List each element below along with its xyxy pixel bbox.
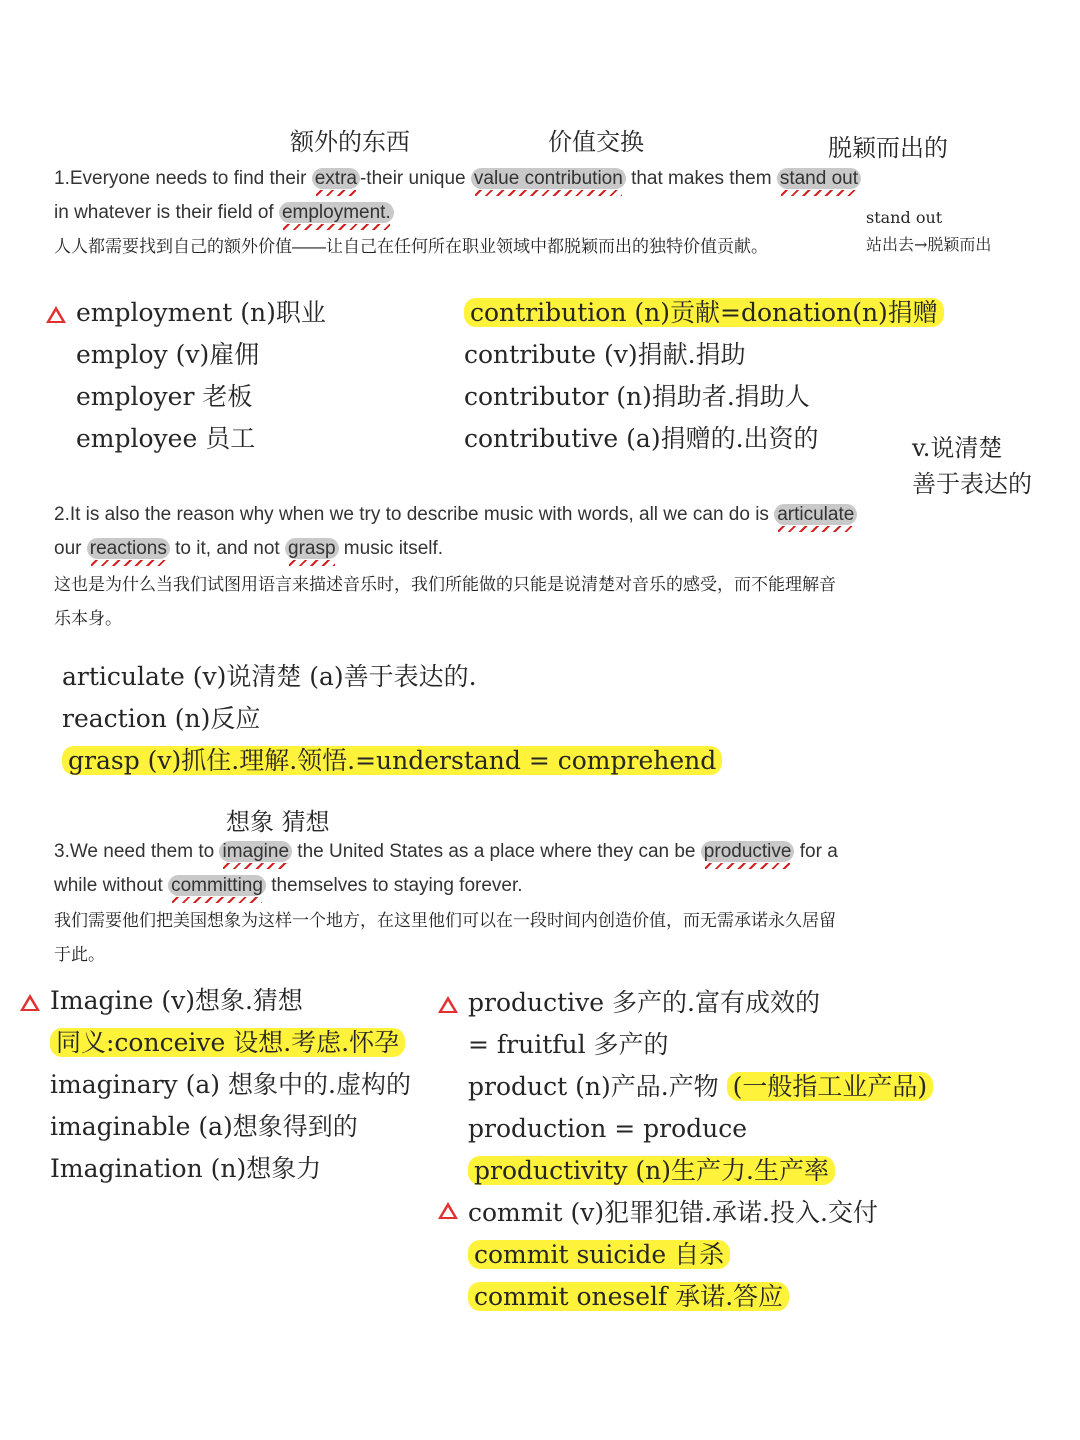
vocab-list-articulate (62, 656, 722, 782)
sentence-text: our (54, 538, 87, 559)
vocab-item: employer 老板 (76, 382, 253, 411)
vocab-item-highlighted: productivity (n)生产力.生产率 (468, 1156, 835, 1185)
sentence-3-line-1 (54, 835, 838, 869)
translation-3-line-2: 于此。 (54, 945, 105, 964)
vocab-item-highlighted: commit oneself 承诺.答应 (468, 1282, 789, 1311)
sentence-text: in whatever is their field of (54, 202, 279, 223)
sentence-text: 1.Everyone needs to find their (54, 168, 312, 189)
triangle-mark-icon (46, 306, 66, 328)
sentence-text: that makes them (625, 168, 777, 189)
sentence-1-line-2 (54, 196, 394, 230)
vocab-item: product (n)产品.产物 (468, 1072, 727, 1101)
vocab-item: productive 多产的.富有成效的 (468, 988, 820, 1017)
vocab-item-highlighted: contribution (n)贡献=donation(n)捐赠 (464, 298, 944, 327)
sentence-text: 2.It is also the reason why when we try to describe music with words, all we can do is (54, 504, 775, 525)
sentence-text: the United States as a place where they can be (292, 841, 701, 862)
sentence-text: themselves to staying forever. (265, 875, 523, 896)
gloss-value-contribution: 价值交换 (548, 128, 644, 156)
vocab-list-imagine (50, 980, 411, 1190)
marked-word-value-contribution: value contribution (471, 168, 626, 189)
vocab-item-highlighted: 同义:conceive 设想.考虑.怀孕 (50, 1028, 405, 1057)
vocab-item: employ (v)雇佣 (76, 340, 260, 369)
vocab-list-contribution (464, 292, 944, 460)
vocab-list-employment (76, 292, 326, 460)
note-articulate-adj: 善于表达的 (912, 470, 1032, 498)
sentence-text: 3.We need them to (54, 841, 220, 862)
marked-word-employment: employment. (279, 202, 394, 223)
gloss-extra: 额外的东西 (290, 128, 410, 156)
triangle-mark-icon (20, 994, 40, 1016)
sentence-1-line-1 (54, 162, 861, 196)
note-stand-out-meaning: 站出去→脱颖而出 (866, 235, 992, 254)
marked-word-imagine: imagine (219, 841, 292, 862)
sentence-text: for a (794, 841, 838, 862)
vocab-item: contributor (n)捐助者.捐助人 (464, 382, 810, 411)
vocab-item: = fruitful 多产的 (468, 1030, 669, 1059)
marked-word-extra: extra (312, 168, 360, 189)
marked-word-articulate: articulate (774, 504, 857, 525)
vocab-item: Imagine (v)想象.猜想 (50, 986, 303, 1015)
marked-word-productive: productive (701, 841, 795, 862)
sentence-2-line-2 (54, 532, 443, 566)
marked-word-reactions: reactions (87, 538, 170, 559)
vocab-item: reaction (n)反应 (62, 704, 261, 733)
vocab-item-highlighted: commit suicide 自杀 (468, 1240, 730, 1269)
translation-1: 人人都需要找到自己的额外价值——让自己在任何所在职业领域中都脱颖而出的独特价值贡献。 (54, 237, 768, 256)
vocab-item: production = produce (468, 1114, 748, 1143)
vocab-list-productive (468, 982, 933, 1318)
vocab-note-highlighted: (一般指工业产品) (727, 1072, 934, 1101)
marked-word-stand-out: stand out (777, 168, 861, 189)
triangle-mark-icon (438, 996, 458, 1018)
vocab-item: commit (v)犯罪犯错.承诺.投入.交付 (468, 1198, 878, 1227)
vocab-item: Imagination (n)想象力 (50, 1154, 322, 1183)
vocab-item: employee 员工 (76, 424, 256, 453)
marked-word-grasp: grasp (285, 538, 339, 559)
vocab-item: contribute (v)捐献.捐助 (464, 340, 746, 369)
vocab-item-highlighted: grasp (v)抓住.理解.领悟.=understand = comprehend (62, 746, 722, 775)
triangle-mark-icon (438, 1202, 458, 1224)
gloss-imagine: 想象 猜想 (226, 808, 330, 836)
vocab-item: employment (n)职业 (76, 298, 326, 327)
translation-2-line-1: 这也是为什么当我们试图用语言来描述音乐时，我们所能做的只能是说清楚对音乐的感受，而不能理解音 (54, 575, 836, 594)
vocab-item: contributive (a)捐赠的.出资的 (464, 424, 819, 453)
translation-2-line-2: 乐本身。 (54, 609, 122, 628)
vocab-item: imaginary (a) 想象中的.虚构的 (50, 1070, 411, 1099)
note-articulate-verb: v.说清楚 (912, 434, 1003, 462)
gloss-stand-out: 脱颖而出的 (828, 134, 948, 162)
sentence-text: -their unique (359, 168, 471, 189)
sentence-text: while without (54, 875, 169, 896)
translation-3-line-1: 我们需要他们把美国想象为这样一个地方，在这里他们可以在一段时间内创造价值，而无需承诺永久居留 (54, 911, 836, 930)
note-stand-out: stand out (866, 208, 943, 227)
sentence-text: to it, and not (169, 538, 285, 559)
sentence-3-line-2 (54, 869, 523, 903)
marked-word-committing: committing (168, 875, 266, 896)
vocab-item: imaginable (a)想象得到的 (50, 1112, 358, 1141)
sentence-text: music itself. (338, 538, 444, 559)
vocab-item: articulate (v)说清楚 (a)善于表达的. (62, 662, 477, 691)
sentence-2-line-1 (54, 498, 857, 532)
